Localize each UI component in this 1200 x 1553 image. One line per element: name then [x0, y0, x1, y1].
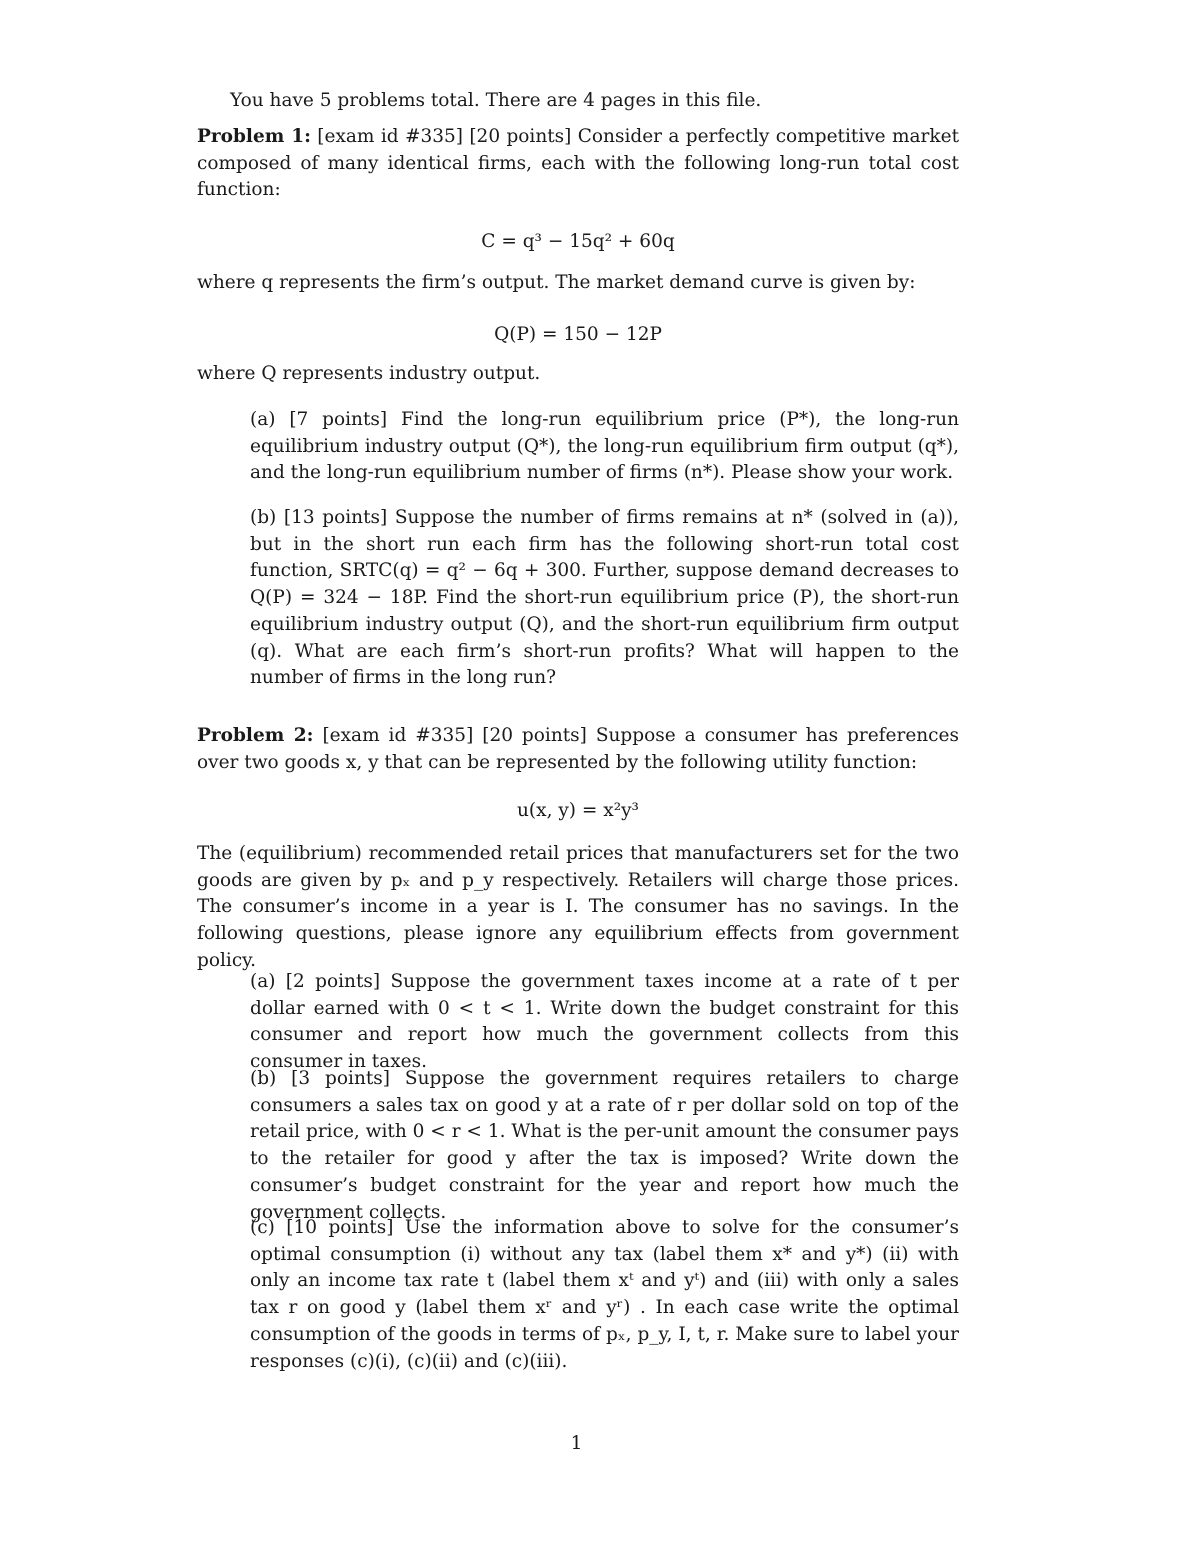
problem-2-part-b: (b) [3 points] Suppose the government requires retailers to charge consumers a sales tax on good y at a rate of r per dollar sold on top of the retail price, with 0 < r < 1. What is the per-unit amount the consumer pays to the retailer for good y after the tax is imposed? Write down the consumer’s budget constraint for the year and report how much the government collects. — [250, 1068, 959, 1223]
problem-1-label: Problem 1: — [197, 126, 311, 147]
problem-2-statement — [197, 723, 959, 776]
intro-text: You have 5 problems total. There are 4 pages in this file. — [230, 90, 762, 111]
problem-2-label: Problem 2: — [197, 725, 314, 746]
problem-1-demand-equation: Q(P) = 150 − 12P — [494, 324, 662, 345]
problem-2-text: [exam id #335] [20 points] Suppose a consumer has preferences over two goods x, y that can be represented by the following utility function: — [197, 725, 959, 773]
problem-1-cost-equation: C = q³ − 15q² + 60q — [481, 231, 675, 252]
problem-1-text: [exam id #335] [20 points] Consider a perfectly competitive market composed of many identical firms, each with the following long-run total cost function: — [197, 126, 959, 201]
problem-2-part-a: (a) [2 points] Suppose the government taxes income at a rate of t per dollar earned with 0 < t < 1. Write down the budget constraint for this consumer and report how much the government collects from this consumer in taxes. — [250, 971, 959, 1073]
problem-1-part-a: (a) [7 points] Find the long-run equilibrium price (P*), the long-run equilibrium industry output (Q*), the long-run equilibrium firm output (q*), and the long-run equilibrium number of firms (n*). Please show your work. — [250, 409, 959, 484]
problem-2-utility-equation: u(x, y) = x²y³ — [517, 800, 639, 821]
problem-2-context: The (equilibrium) recommended retail prices that manufacturers set for the two goods are given by pₓ and p_y respectively. Retailers will charge those prices. The consumer’s income in a year is I. The consumer has no savings. In the following questions, please ignore any equilibrium effects from government policy. — [197, 843, 959, 971]
problem-1-part-b: (b) [13 points] Suppose the number of firms remains at n* (solved in (a)), but in the short run each firm has the following short-run total cost function, SRTC(q) = q² − 6q + 300. Further, suppose demand decreases to Q(P) = 324 − 18P. Find the short-run equilibrium price (P), the short-run equilibrium industry output (Q), and the short-run equilibrium firm output (q). What are each firm’s short-run profits? What will happen to the number of firms in the long run? — [250, 507, 959, 689]
problem-2-part-c: (c) [10 points] Use the information above to solve for the consumer’s optimal consumption (i) without any tax (label them x* and y*) (ii) with only an income tax rate t (label them xᵗ and yᵗ) and (iii) with only a sales tax r on good y (label them xʳ and yʳ) . In each case write the optimal consumption of the goods in terms of pₓ, p_y, I, t, r. Make sure to label your responses (c)(i), (c)(ii) and (c)(iii). — [250, 1217, 959, 1372]
problem-1-mid-text: where q represents the firm’s output. The market demand curve is given by: — [197, 272, 916, 293]
problem-1-statement — [197, 124, 959, 204]
problem-1-after-text: where Q represents industry output. — [197, 363, 541, 384]
page-number: 1 — [570, 1433, 583, 1454]
